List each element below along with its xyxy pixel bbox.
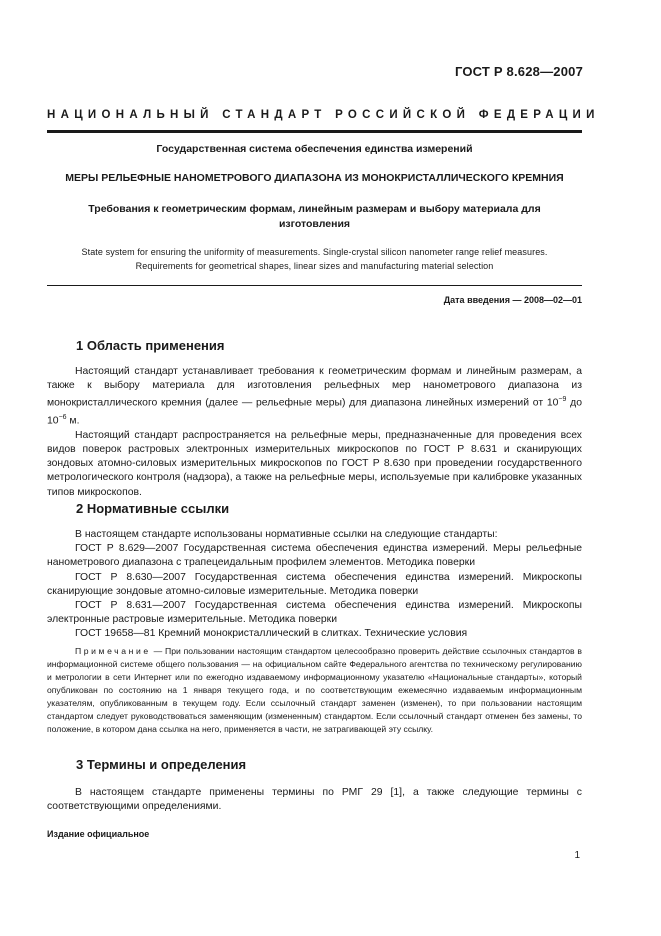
edition-label: Издание официальное (47, 829, 150, 839)
section-1-p1-text-3: м. (66, 415, 80, 427)
reference-item: ГОСТ Р 8.629—2007 Государственная система обеспечения единства измерений. Меры рельефные нанометрового диапазона с трапецеидальным профилем элементов. Методика поверки (47, 543, 582, 569)
section-2-title: 2 Нормативные ссылки (76, 501, 230, 516)
section-1-p1-text-2: до 10 (47, 397, 582, 427)
note-block (47, 645, 582, 736)
title-rule (47, 285, 582, 286)
english-title-line-1: State system for ensuring the uniformity of measurements. Single-crystal silicon nanometer range relief measures. (81, 247, 548, 257)
main-title: МЕРЫ РЕЛЬЕФНЫЕ НАНОМЕТРОВОГО ДИАПАЗОНА ИЗ МОНОКРИСТАЛЛИЧЕСКОГО КРЕМНИЯ (65, 172, 564, 184)
section-1-paragraph-1 (47, 365, 582, 429)
english-title-line-2: Requirements for geometrical shapes, linear sizes and manufacturing material selection (135, 261, 494, 271)
note-text: — При пользовании настоящим стандартом целесообразно проверить действие ссылочных стандартов в информационной системе общего пользования — на официальном сайте Федерального агентства по техническому регулированию и метрологии в сети Интернет или по ежегодно издаваемому информационному указателю «Национальные стандарты», который опубликован по состоянию на 1 января текущего года, и по соответствующим ежемесячно издаваемым информационным указателям, опубликованным в текущем году. Если ссылочный стандарт заменен (изменен), то при пользовании настоящим стандартом следует руководствоваться заменяющим (измененным) стандартом. Если ссылочный стандарт отменен без замены, то положение, в котором дана ссылка на него, применяется в части, не затрагивающей эту ссылку. (47, 646, 582, 734)
header-rule (47, 130, 582, 133)
exponent-2: −6 (58, 414, 67, 422)
subtitle-line-1: Требования к геометрическим формам, линейным размерам и выбору материала для (88, 203, 541, 215)
note-label: Примечание (75, 646, 151, 656)
section-2-body (47, 528, 582, 642)
reference-item: ГОСТ Р 8.630—2007 Государственная система обеспечения единства измерений. Микроскопы сканирующие зондовые атомно-силовые измерительные. Методика поверки (47, 571, 582, 597)
system-name: Государственная система обеспечения единства измерений (156, 143, 473, 155)
reference-item: ГОСТ 19658—81 Кремний монокристаллический в слитках. Технические условия (75, 628, 468, 640)
section-2-intro: В настоящем стандарте использованы нормативные ссылки на следующие стандарты: (75, 529, 498, 540)
note-paragraph (47, 645, 582, 736)
exponent-1: −9 (558, 396, 567, 404)
english-title (47, 245, 582, 273)
subtitle-line-2: изготовления (278, 218, 351, 230)
document-code: ГОСТ Р 8.628—2007 (454, 64, 583, 79)
standard-title: НАЦИОНАЛЬНЫЙ СТАНДАРТ РОССИЙСКОЙ ФЕДЕРАЦИИ (47, 109, 600, 121)
section-1-paragraph-2: Настоящий стандарт распространяется на рельефные меры, предназначенные для проведения всех видов поверок растровых электронных измерительных микроскопов по ГОСТ Р 8.631 и сканирующих зондовых атомно-силовых измерительных микроскопов по ГОСТ Р 8.630 при проведении государственного метрологического контроля (надзора), а также на рельефные меры, используемые при калибровке указанных типов микроскопов. (47, 429, 582, 498)
section-1-p1-text: Настоящий стандарт устанавливает требования к геометрическим формам и линейным размерам, а также к выбору материала для изготовления рельефных мер нанометрового диапазона из монокристаллического кремния (далее — рельефные меры) для диапазона линейных измерений от 10 (47, 366, 582, 409)
section-1-title: 1 Область применения (76, 338, 225, 353)
intro-date: Дата введения — 2008—02—01 (443, 295, 582, 305)
section-3-body (47, 786, 582, 814)
reference-item: ГОСТ Р 8.631—2007 Государственная система обеспечения единства измерений. Микроскопы электронные растровые измерительные. Методика поверки (47, 600, 582, 626)
section-3-paragraph-1: В настоящем стандарте применены термины по РМГ 29 [1], а также следующие термины с соответствующими определениями. (47, 787, 582, 813)
page-number: 1 (574, 850, 580, 861)
subtitle (47, 202, 582, 232)
section-1-body (47, 365, 582, 500)
section-3-title: 3 Термины и определения (76, 757, 247, 772)
